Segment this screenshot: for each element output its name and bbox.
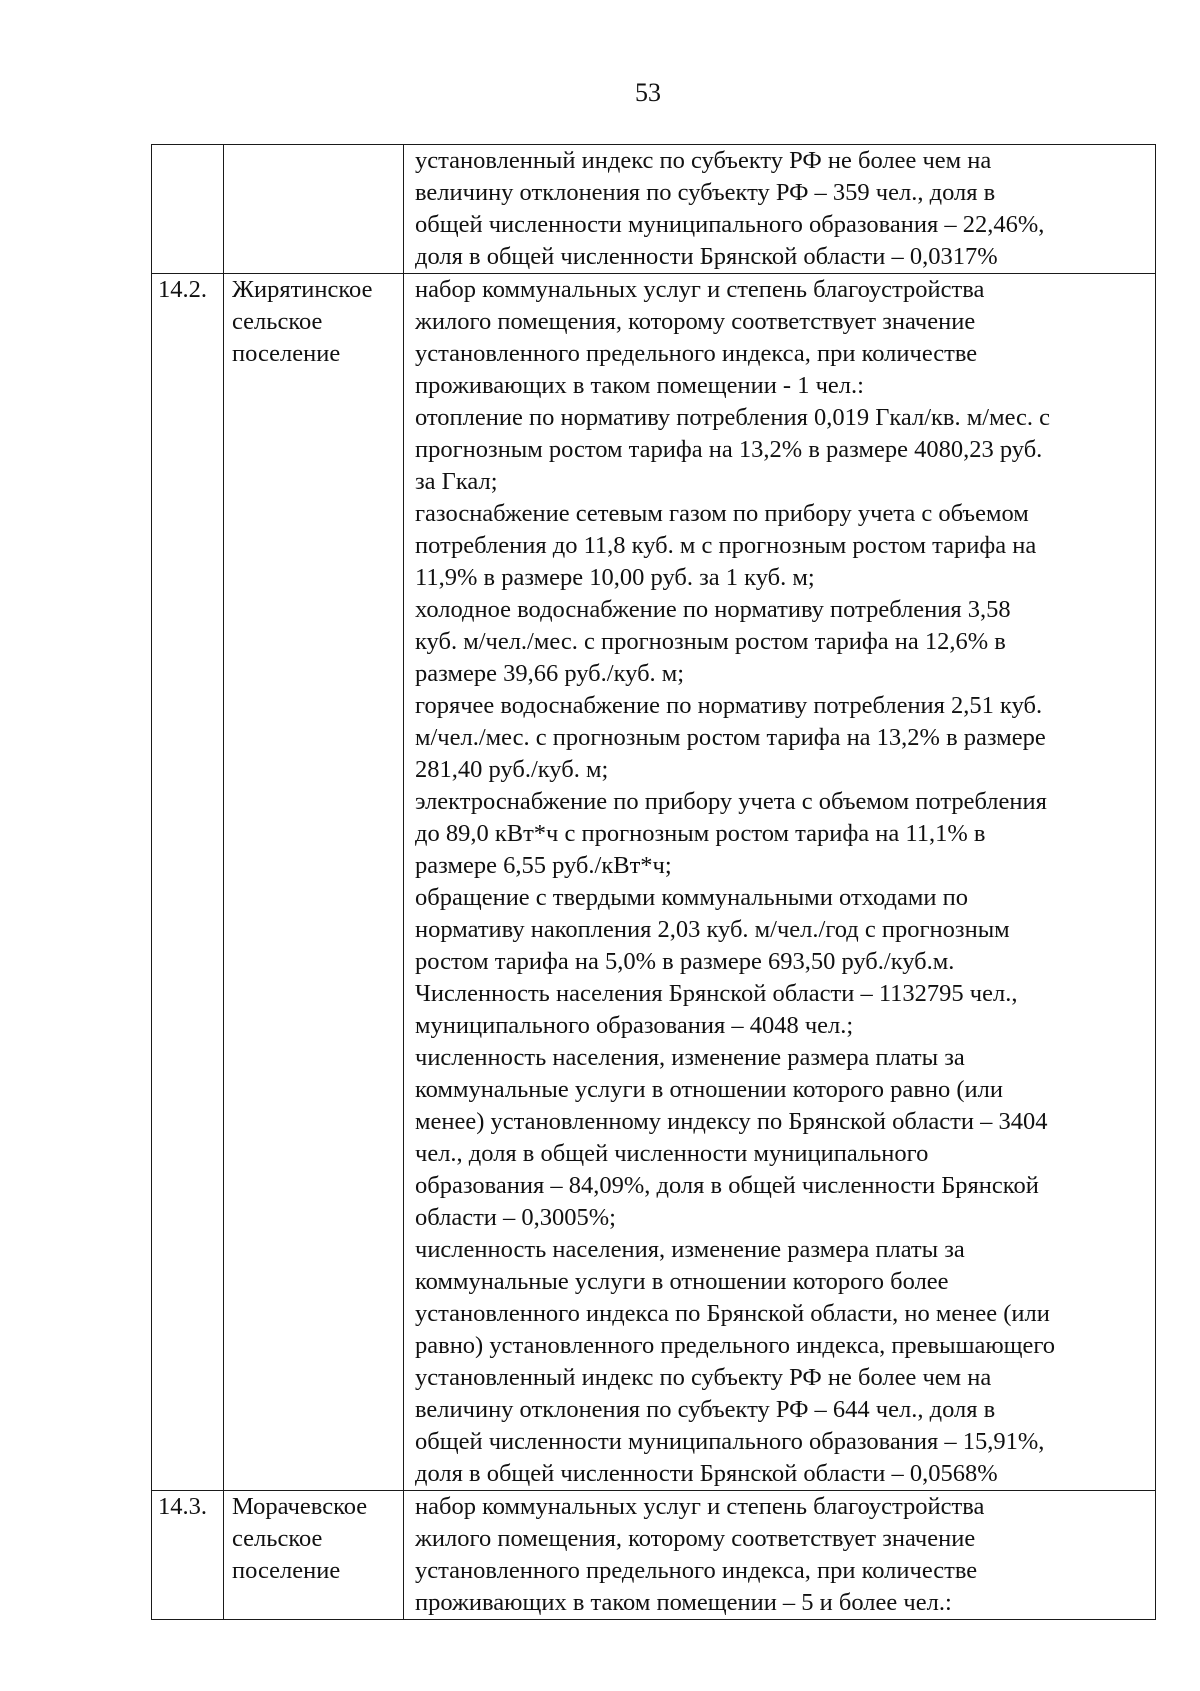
settlement-name-line: сельское	[232, 1525, 323, 1552]
table-row	[152, 274, 1156, 1491]
description-cell	[404, 145, 1156, 274]
description-line: горячее водоснабжение по нормативу потребления 2,51 куб.	[415, 692, 1043, 719]
settlement-name-line: сельское	[232, 308, 323, 335]
description-line: электроснабжение по прибору учета с объемом потребления	[415, 788, 1047, 815]
settlement-name-line: поселение	[232, 1557, 341, 1584]
description-line: доля в общей численности Брянской области – 0,0317%	[415, 243, 998, 270]
description-line: области – 0,3005%;	[415, 1204, 616, 1231]
tariff-table	[151, 144, 1156, 1620]
description-line: муниципального образования – 4048 чел.;	[415, 1012, 854, 1039]
description-line: м/чел./мес. с прогнозным ростом тарифа на 13,2% в размере	[415, 724, 1046, 751]
table-row	[152, 145, 1156, 274]
description-line: установленного предельного индекса, при количестве	[415, 1557, 978, 1584]
description-line: менее) установленному индексу по Брянской области – 3404	[415, 1108, 1048, 1135]
description-line: прогнозным ростом тарифа на 13,2% в размере 4080,23 руб.	[415, 436, 1043, 463]
settlement-name-line: Морачевское	[232, 1493, 368, 1520]
description-line: численность населения, изменение размера платы за	[415, 1044, 965, 1071]
description-line: Численность населения Брянской области – 1132795 чел.,	[415, 980, 1018, 1007]
row-number-cell	[152, 1491, 224, 1620]
description-line: набор коммунальных услуг и степень благоустройства	[415, 276, 985, 303]
description-line: образования – 84,09%, доля в общей численности Брянской	[415, 1172, 1039, 1199]
description-line: численность населения, изменение размера платы за	[415, 1236, 965, 1263]
description-line: ростом тарифа на 5,0% в размере 693,50 руб./куб.м.	[415, 948, 955, 975]
settlement-name-cell	[224, 274, 404, 1491]
description-line: размере 39,66 руб./куб. м;	[415, 660, 685, 687]
description-cell	[404, 1491, 1156, 1620]
description-line: установленного индекса по Брянской области, но менее (или	[415, 1300, 1050, 1327]
description-line: равно) установленного предельного индекса, превышающего	[415, 1332, 1056, 1359]
settlement-name-cell	[224, 1491, 404, 1620]
description-cell	[404, 274, 1156, 1491]
description-line: жилого помещения, которому соответствует значение	[415, 308, 976, 335]
settlement-name-line: поселение	[232, 340, 341, 367]
description-line: потребления до 11,8 куб. м с прогнозным ростом тарифа на	[415, 532, 1037, 559]
description-line: коммунальные услуги в отношении которого равно (или	[415, 1076, 1003, 1103]
description-line: проживающих в таком помещении – 5 и более чел.:	[415, 1589, 952, 1616]
page-number: 53	[635, 78, 661, 107]
description-line: общей численности муниципального образования – 15,91%,	[415, 1428, 1045, 1455]
description-line: за Гкал;	[415, 468, 498, 495]
row-number-cell	[152, 274, 224, 1491]
description-line: обращение с твердыми коммунальными отходами по	[415, 884, 968, 911]
description-line: газоснабжение сетевым газом по прибору учета с объемом	[415, 500, 1029, 527]
description-line: холодное водоснабжение по нормативу потребления 3,58	[415, 596, 1011, 623]
settlement-name-cell	[224, 145, 404, 274]
description-line: куб. м/чел./мес. с прогнозным ростом тарифа на 12,6% в	[415, 628, 1006, 655]
settlement-name-line: Жирятинское	[232, 276, 373, 303]
description-line: доля в общей численности Брянской области – 0,0568%	[415, 1460, 998, 1487]
description-line: установленный индекс по субъекту РФ не более чем на	[415, 1364, 992, 1391]
row-number: 14.2.	[158, 276, 207, 303]
description-line: чел., доля в общей численности муниципального	[415, 1140, 929, 1167]
description-line: отопление по нормативу потребления 0,019 Гкал/кв. м/мес. с	[415, 404, 1051, 431]
table-row	[152, 1491, 1156, 1620]
row-number-cell	[152, 145, 224, 274]
row-number: 14.3.	[158, 1493, 207, 1520]
description-line: жилого помещения, которому соответствует значение	[415, 1525, 976, 1552]
description-line: 281,40 руб./куб. м;	[415, 756, 609, 783]
description-line: коммунальные услуги в отношении которого более	[415, 1268, 949, 1295]
description-line: нормативу накопления 2,03 куб. м/чел./год с прогнозным	[415, 916, 1010, 943]
description-line: установленного предельного индекса, при количестве	[415, 340, 978, 367]
description-line: установленный индекс по субъекту РФ не более чем на	[415, 147, 992, 174]
description-line: величину отклонения по субъекту РФ – 644 чел., доля в	[415, 1396, 996, 1423]
table-body	[152, 145, 1156, 1620]
description-line: величину отклонения по субъекту РФ – 359 чел., доля в	[415, 179, 996, 206]
description-line: общей численности муниципального образования – 22,46%,	[415, 211, 1045, 238]
description-line: проживающих в таком помещении - 1 чел.:	[415, 372, 864, 399]
description-line: 11,9% в размере 10,00 руб. за 1 куб. м;	[415, 564, 815, 591]
description-line: до 89,0 кВт*ч с прогнозным ростом тарифа на 11,1% в	[415, 820, 986, 847]
description-line: размере 6,55 руб./кВт*ч;	[415, 852, 672, 879]
description-line: набор коммунальных услуг и степень благоустройства	[415, 1493, 985, 1520]
